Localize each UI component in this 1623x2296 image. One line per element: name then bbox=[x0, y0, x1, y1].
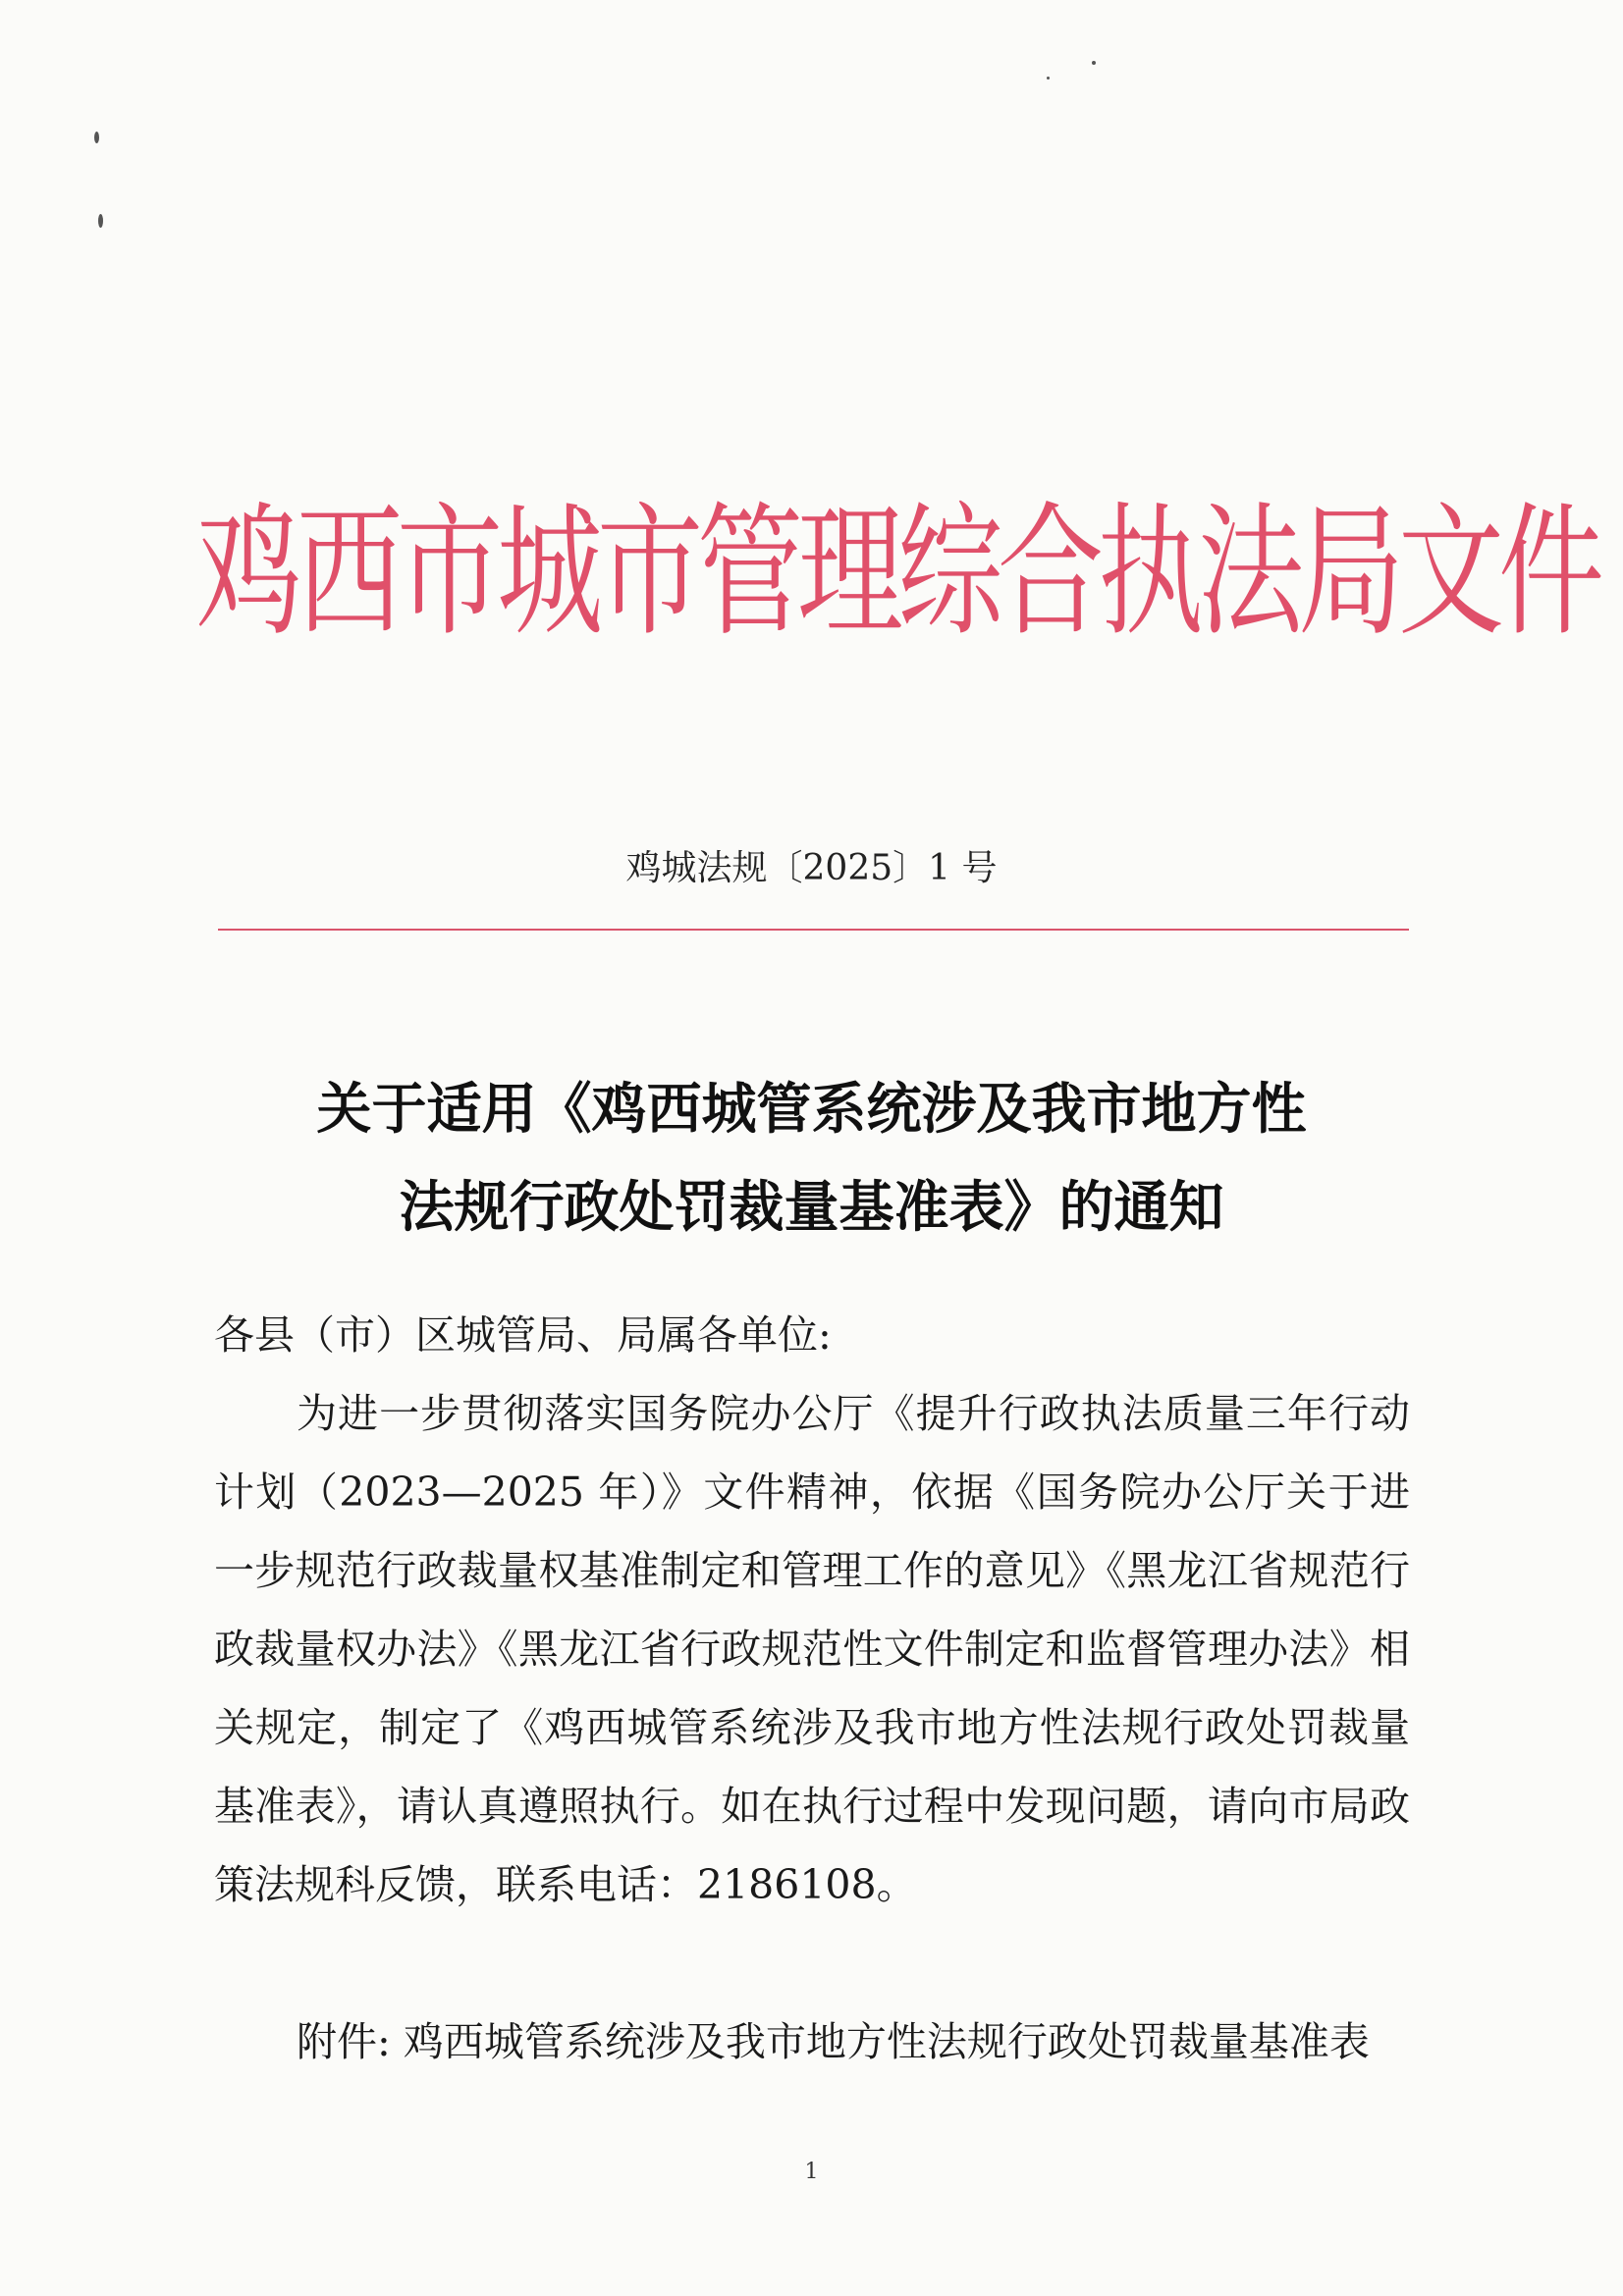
main-paragraph: 为进一步贯彻落实国务院办公厅《提升行政执法质量三年行动计划（2023—2025 年）》文件精神，依据《国务院办公厅关于进一步规范行政裁量权基准制定和管理工作的意见》《黑龙江省规范行政裁量权办法》《黑龙江省行政规范性文件制定和监督管理办法》相关规定，制定了《鸡西城管系统涉及我市地方性法规行政处罚裁量基准表》，请认真遵照执行。如在执行过程中发现问题，请向市局政策法规科反馈，联系电话：2186108。 bbox=[214, 1390, 1410, 1908]
issuing-organization-title: 鸡西市城市管理综合执法局文件 bbox=[196, 490, 1599, 657]
notice-body bbox=[214, 1296, 1410, 2081]
attachment-note: 附件: 鸡西城管系统涉及我市地方性法规行政处罚裁量基准表 bbox=[297, 2018, 1370, 2065]
salutation: 各县（市）区城管局、局属各单位: bbox=[214, 1311, 832, 1359]
page-number: 1 bbox=[804, 2160, 819, 2184]
notice-title-line-2: 法规行政处罚裁量基准表》的通知 bbox=[399, 1175, 1224, 1240]
scan-speck bbox=[94, 132, 99, 143]
document-number: 鸡城法规〔2025〕1 号 bbox=[625, 848, 998, 888]
notice-title-line-1: 关于适用《鸡西城管系统涉及我市地方性 bbox=[316, 1077, 1307, 1142]
scan-speck bbox=[1047, 77, 1050, 80]
scan-speck bbox=[1092, 61, 1096, 65]
header-separator-line bbox=[218, 929, 1409, 931]
scan-speck bbox=[98, 214, 103, 228]
notice-title bbox=[0, 1060, 1623, 1256]
